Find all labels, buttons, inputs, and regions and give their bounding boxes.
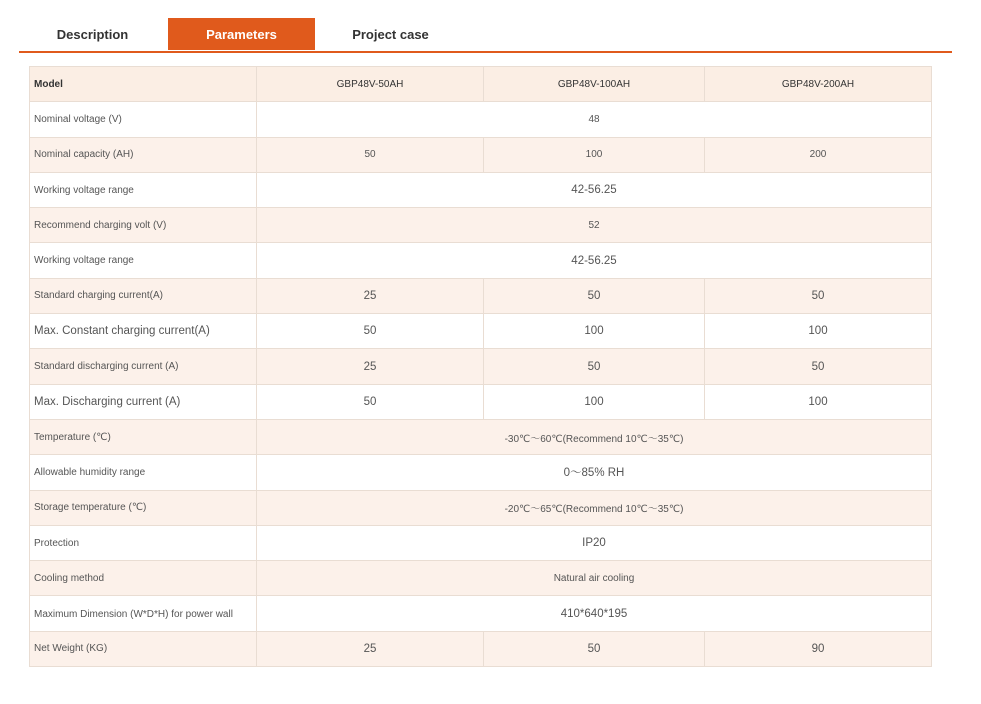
row-label: Standard charging current(A): [30, 278, 257, 313]
row-value: 50: [257, 137, 484, 172]
table-header-row: [30, 67, 932, 102]
row-value: 50: [257, 314, 484, 349]
table-row: [30, 561, 932, 596]
table-row: [30, 208, 932, 243]
table-row: [30, 631, 932, 666]
row-label: Storage temperature (℃): [30, 490, 257, 525]
row-value: 100: [484, 137, 705, 172]
row-label: Max. Constant charging current(A): [30, 314, 257, 349]
tab-bar: [19, 18, 952, 53]
row-value: -30℃～60℃(Recommend 10℃～35℃): [257, 419, 932, 454]
row-label: Net Weight (KG): [30, 631, 257, 666]
table-row: [30, 596, 932, 631]
row-value: 90: [705, 631, 932, 666]
table-row: [30, 525, 932, 560]
row-label: Temperature (℃): [30, 419, 257, 454]
row-value: 50: [484, 349, 705, 384]
row-label: Working voltage range: [30, 172, 257, 207]
table-row: [30, 455, 932, 490]
row-value: 42-56.25: [257, 243, 932, 278]
row-value: 25: [257, 349, 484, 384]
header-model-200ah: GBP48V-200AH: [705, 67, 932, 102]
tab-project-case[interactable]: Project case: [352, 27, 429, 42]
row-label: Allowable humidity range: [30, 455, 257, 490]
row-value: 100: [705, 314, 932, 349]
row-label: Max. Discharging current (A): [30, 384, 257, 419]
row-value: -20℃～65℃(Recommend 10℃～35℃): [257, 490, 932, 525]
table-row: [30, 384, 932, 419]
row-value: 52: [257, 208, 932, 243]
row-value: 100: [484, 384, 705, 419]
row-value: 50: [705, 278, 932, 313]
header-model: Model: [30, 67, 257, 102]
row-value: 42-56.25: [257, 172, 932, 207]
row-value: IP20: [257, 525, 932, 560]
table-row: [30, 137, 932, 172]
table-row: [30, 314, 932, 349]
row-value: 410*640*195: [257, 596, 932, 631]
row-label: Working voltage range: [30, 243, 257, 278]
row-value: 200: [705, 137, 932, 172]
row-value: 100: [484, 314, 705, 349]
header-model-100ah: GBP48V-100AH: [484, 67, 705, 102]
row-value: 25: [257, 278, 484, 313]
row-label: Recommend charging volt (V): [30, 208, 257, 243]
header-model-50ah: GBP48V-50AH: [257, 67, 484, 102]
row-label: Nominal voltage (V): [30, 102, 257, 137]
row-label: Nominal capacity (AH): [30, 137, 257, 172]
table-row: [30, 419, 932, 454]
parameters-table: [29, 66, 932, 667]
row-value: Natural air cooling: [257, 561, 932, 596]
row-label: Cooling method: [30, 561, 257, 596]
table-row: [30, 172, 932, 207]
row-label: Maximum Dimension (W*D*H) for power wall: [30, 596, 257, 631]
row-label: Standard discharging current (A): [30, 349, 257, 384]
row-value: 50: [257, 384, 484, 419]
tab-parameters[interactable]: Parameters: [168, 18, 315, 50]
table-row: [30, 490, 932, 525]
row-value: 48: [257, 102, 932, 137]
tab-description[interactable]: Description: [56, 27, 129, 42]
row-label: Protection: [30, 525, 257, 560]
row-value: 25: [257, 631, 484, 666]
row-value: 50: [705, 349, 932, 384]
table-row: [30, 243, 932, 278]
table-row: [30, 278, 932, 313]
table-row: [30, 349, 932, 384]
row-value: 100: [705, 384, 932, 419]
row-value: 50: [484, 278, 705, 313]
row-value: 0～85% RH: [257, 455, 932, 490]
table-row: [30, 102, 932, 137]
row-value: 50: [484, 631, 705, 666]
